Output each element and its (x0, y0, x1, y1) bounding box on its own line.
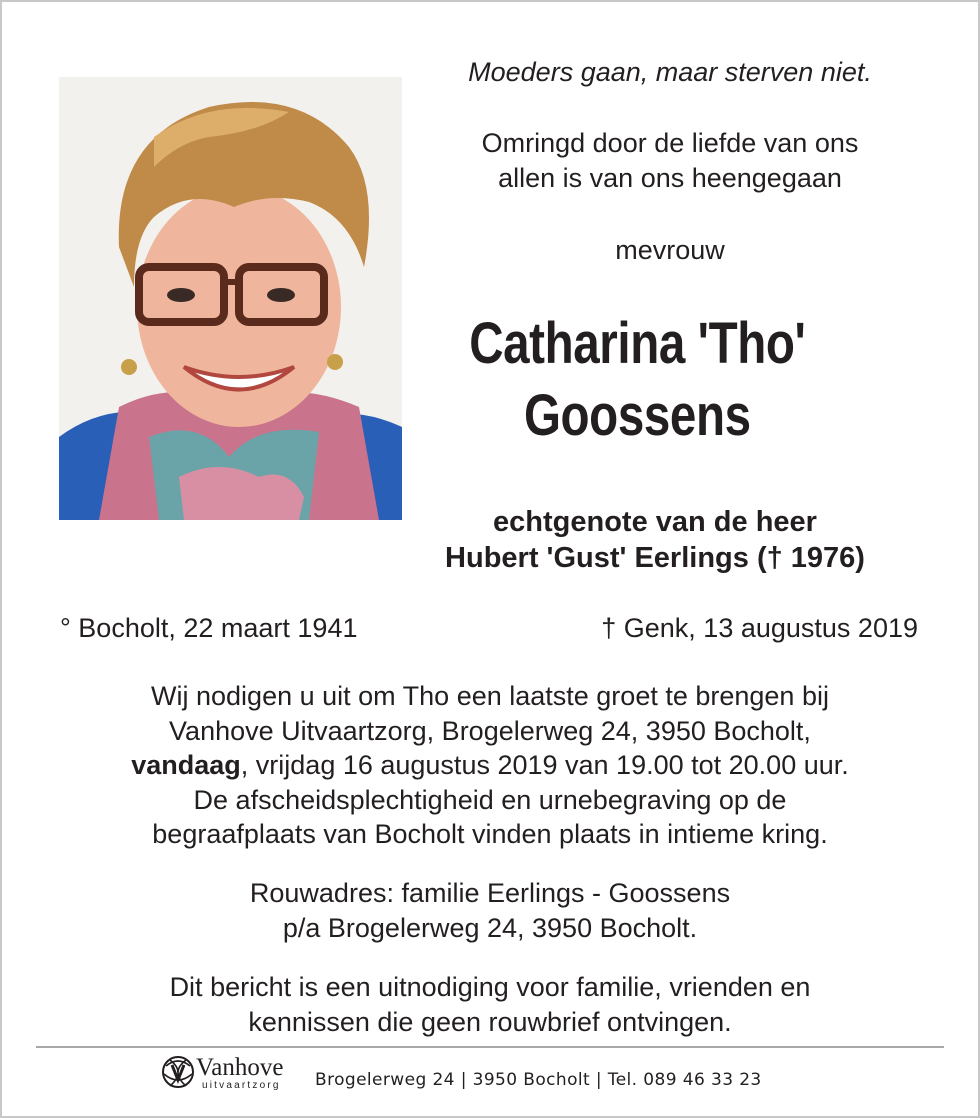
mourning-address (40, 876, 940, 946)
invite-date: , vrijdag 16 augustus 2019 van 19.00 tot 20.00 uur. (240, 750, 849, 780)
portrait-photo (59, 77, 402, 520)
death-info: † Genk, 13 augustus 2019 (601, 613, 918, 643)
funeral-home-contact: Brogelerweg 24 | 3950 Bocholt | Tel. 089 46 33 23 (315, 1070, 762, 1090)
today-emphasis: vandaag (131, 750, 241, 780)
funeral-home-logo (158, 1052, 306, 1096)
motto: Moeders gaan, maar sterven niet. (468, 57, 872, 87)
invite-line: begraafplaats van Bocholt vinden plaats in intieme kring. (152, 819, 828, 849)
vanhove-logo-icon (158, 1052, 200, 1094)
honorific: mevrouw (615, 235, 725, 265)
invite-line: Wij nodigen u uit om Tho een laatste groet te brengen bij (151, 681, 829, 711)
address-line: p/a Brogelerweg 24, 3950 Bocholt. (282, 913, 698, 943)
intro-line: allen is van ons heengegaan (498, 163, 842, 193)
invite-line: Vanhove Uitvaartzorg, Brogelerweg 24, 3950 Bocholt, (169, 715, 811, 746)
note-line: kennissen die geen rouwbrief ontvingen. (248, 1007, 732, 1037)
name-line: Goossens (523, 383, 751, 448)
invitation-text (40, 679, 940, 852)
address-line: Rouwadres: familie Eerlings - Goossens (249, 878, 731, 908)
logo-name: Vanhove (196, 1054, 284, 1081)
spouse-line: echtgenote van de heer (493, 506, 817, 538)
intro-line: Omringd door de liefde van ons (481, 128, 859, 158)
intro-text (420, 126, 920, 196)
invite-line: De afscheidsplechtigheid en urnebegraving op de (193, 784, 787, 815)
note-line: Dit bericht is een uitnodiging voor familie, vrienden en (169, 972, 811, 1002)
invite-line (40, 748, 940, 783)
logo-subtitle: uitvaartzorg (202, 1080, 281, 1091)
footer-divider (36, 1046, 944, 1048)
spouse-info (390, 504, 920, 576)
spouse-line: Hubert 'Gust' Eerlings († 1976) (445, 542, 865, 574)
notice-note (40, 970, 940, 1040)
birth-info: ° Bocholt, 22 maart 1941 (60, 613, 358, 643)
deceased-name (420, 308, 855, 452)
name-line: Catharina 'Tho' (469, 311, 806, 376)
